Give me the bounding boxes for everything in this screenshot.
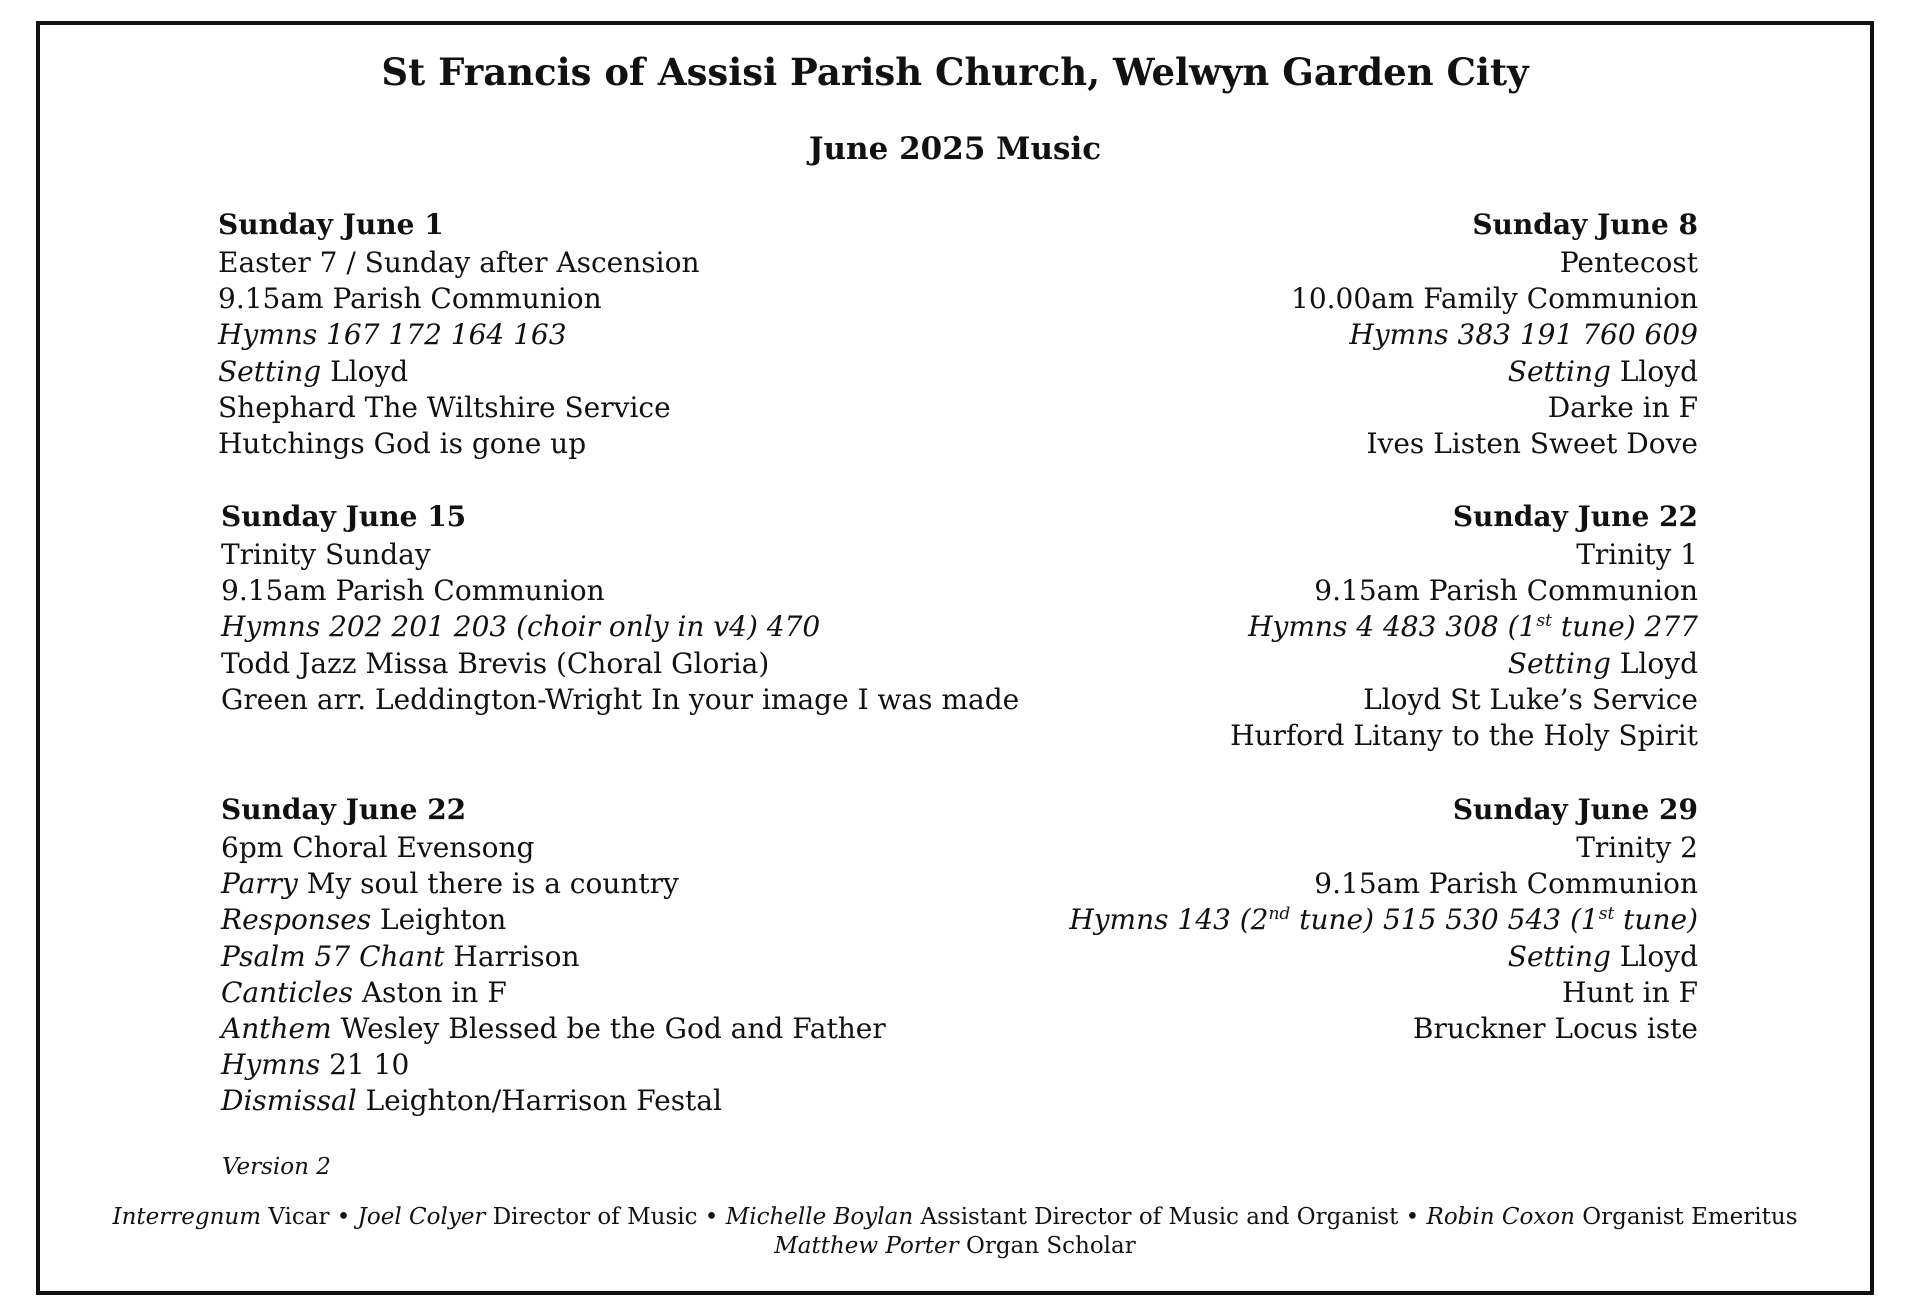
service-date-heading: Sunday June 22: [1452, 500, 1698, 533]
service-line: [218, 317, 700, 353]
text-run: 10.00am Family Communion: [1291, 282, 1698, 316]
service-block: [1069, 790, 1698, 1047]
service-block: [221, 497, 1019, 718]
service-date-heading: Sunday June 1: [218, 208, 444, 241]
text-run: Setting: [218, 354, 322, 388]
text-run: Assistant Director of Music and Organist •: [913, 1204, 1427, 1230]
text-run: Leighton: [371, 903, 507, 937]
text-run: Organ Scholar: [958, 1233, 1136, 1259]
service-line: [221, 866, 886, 902]
service-line: [1069, 830, 1698, 866]
text-run: Setting: [1507, 646, 1611, 680]
text-run: Matthew Porter: [774, 1233, 959, 1259]
text-run: Bruckner Locus iste: [1412, 1012, 1698, 1046]
text-run: Interregnum: [112, 1204, 262, 1230]
text-run: Darke in F: [1547, 390, 1698, 424]
text-run: Responses: [221, 903, 372, 937]
text-run: Hymns 143 (2: [1069, 903, 1269, 937]
staff-footer: [0, 1203, 1910, 1261]
text-run: Setting: [1507, 354, 1611, 388]
staff-footer-row-1: [0, 1203, 1910, 1232]
text-run: Director of Music •: [485, 1204, 726, 1230]
text-run: Organist Emeritus: [1574, 1204, 1798, 1230]
text-run: Setting: [1507, 939, 1611, 973]
text-run: Lloyd St Luke’s Service: [1363, 682, 1698, 716]
superscript-text: nd: [1268, 904, 1291, 925]
text-run: Wesley Blessed be the God and Father: [331, 1012, 886, 1046]
service-line: [1291, 317, 1698, 353]
service-date-heading: Sunday June 8: [1472, 208, 1698, 241]
text-run: 9.15am Parish Communion: [1314, 867, 1698, 901]
service-line: [221, 1047, 886, 1083]
service-line: [1291, 281, 1698, 317]
text-run: Aston in F: [352, 975, 507, 1009]
text-run: Hymns 202 201 203 (choir only in v4) 470: [221, 610, 821, 644]
service-block: [1230, 497, 1698, 754]
service-line: [221, 573, 1019, 609]
service-line: [1069, 939, 1698, 975]
service-block: [1291, 205, 1698, 462]
text-run: Trinity 2: [1576, 831, 1698, 864]
service-date-heading: Sunday June 29: [1452, 793, 1698, 826]
text-run: tune) 515 530 543 (1: [1290, 903, 1599, 937]
text-run: Lloyd: [1610, 646, 1698, 680]
text-run: Hymns 4 483 308 (1: [1248, 610, 1537, 644]
service-line: [1230, 609, 1698, 645]
version-label: Version 2: [222, 1154, 331, 1180]
text-run: Vicar •: [261, 1204, 358, 1230]
service-line: [1069, 1011, 1698, 1047]
text-run: Michelle Boylan: [725, 1204, 914, 1230]
service-block: [218, 205, 700, 462]
service-line: [1230, 646, 1698, 682]
text-run: 9.15am Parish Communion: [1314, 574, 1698, 608]
service-line: [221, 830, 886, 866]
text-run: Ives Listen Sweet Dove: [1366, 427, 1698, 461]
service-line: [1069, 866, 1698, 902]
text-run: Pentecost: [1559, 246, 1698, 279]
text-run: 9.15am Parish Communion: [221, 574, 605, 608]
text-run: Anthem: [221, 1012, 332, 1046]
service-block: [221, 790, 886, 1120]
service-line: [221, 939, 886, 975]
staff-footer-row-2: [0, 1232, 1910, 1261]
text-run: Hymns 167 172 164 163: [218, 318, 567, 352]
service-line: [1230, 537, 1698, 573]
service-line: [218, 281, 700, 317]
text-run: Parry: [221, 867, 298, 901]
service-date-heading: Sunday June 15: [221, 500, 467, 533]
text-run: Hutchings God is gone up: [218, 427, 587, 461]
text-run: Hymns: [221, 1048, 321, 1082]
service-line: [221, 609, 1019, 645]
text-run: Psalm 57 Chant: [221, 939, 445, 973]
text-run: Hymns 383 191 760 609: [1349, 318, 1698, 352]
text-run: Robin Coxon: [1426, 1204, 1575, 1230]
service-line: [221, 537, 1019, 573]
text-run: Dismissal: [221, 1084, 357, 1118]
text-run: Canticles: [221, 975, 353, 1009]
text-run: Leighton/Harrison Festal: [356, 1084, 722, 1118]
text-run: My soul there is a country: [297, 867, 679, 901]
text-run: Hurford Litany to the Holy Spirit: [1230, 719, 1698, 753]
text-run: tune): [1614, 903, 1698, 937]
service-line: [1291, 426, 1698, 462]
service-line: [221, 975, 886, 1011]
service-line: [1291, 354, 1698, 390]
service-line: [221, 1011, 886, 1047]
service-date-heading: Sunday June 22: [221, 793, 467, 826]
text-run: Easter 7 / Sunday after Ascension: [218, 246, 700, 279]
text-run: Joel Colyer: [357, 1204, 486, 1230]
text-run: Harrison: [444, 939, 580, 973]
page-subtitle: June 2025 Music: [808, 131, 1102, 167]
text-run: 6pm Choral Evensong: [221, 831, 535, 864]
text-run: Lloyd: [1610, 939, 1698, 973]
text-run: Green arr. Leddington-Wright In your image I was made: [221, 682, 1020, 716]
service-line: [1291, 390, 1698, 426]
service-line: [218, 426, 700, 462]
service-line: [1230, 573, 1698, 609]
superscript-text: st: [1536, 611, 1552, 632]
service-line: [221, 646, 1019, 682]
text-run: Shephard The Wiltshire Service: [218, 390, 671, 424]
service-line: [1069, 902, 1698, 938]
text-run: Trinity Sunday: [221, 538, 431, 571]
text-run: Lloyd: [1610, 354, 1698, 388]
text-run: 9.15am Parish Communion: [218, 282, 602, 316]
service-line: [1291, 245, 1698, 281]
service-line: [1230, 682, 1698, 718]
text-run: tune) 277: [1551, 610, 1698, 644]
text-run: Todd Jazz Missa Brevis (Choral Gloria): [221, 646, 770, 680]
service-line: [218, 390, 700, 426]
service-line: [221, 902, 886, 938]
text-run: Trinity 1: [1576, 538, 1698, 571]
superscript-text: st: [1598, 904, 1615, 925]
service-line: [1230, 718, 1698, 754]
text-run: 21 10: [320, 1048, 410, 1082]
text-run: Hunt in F: [1562, 975, 1698, 1009]
service-line: [1069, 975, 1698, 1011]
text-run: Lloyd: [321, 354, 409, 388]
service-line: [221, 682, 1019, 718]
service-line: [218, 245, 700, 281]
page-title: St Francis of Assisi Parish Church, Welwyn Garden City: [381, 50, 1529, 94]
service-line: [218, 354, 700, 390]
service-line: [221, 1083, 886, 1119]
